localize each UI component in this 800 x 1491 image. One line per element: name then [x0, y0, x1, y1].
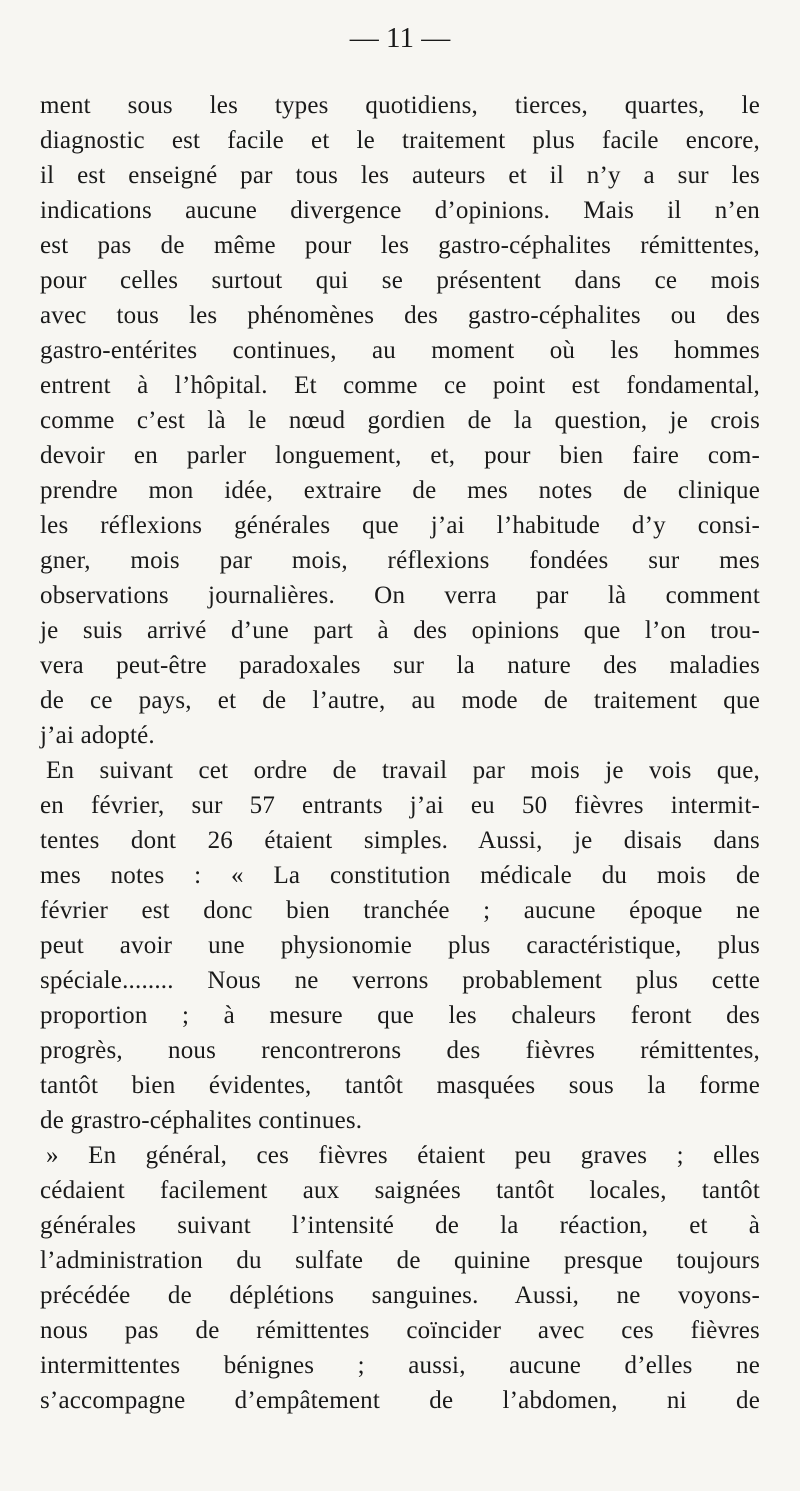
text-line: avec tous les phénomènes des gastro-céphalites ou des [40, 302, 760, 329]
text-line: s’accompagne d’empâtement de l’abdomen, ni de [40, 1387, 760, 1414]
text-line: tentes dont 26 étaient simples. Aussi, je disais dans [40, 827, 760, 854]
text-line: proportion ; à mesure que les chaleurs feront des [40, 1002, 760, 1029]
text-line: peut avoir une physionomie plus caractéristique, plus [40, 932, 760, 959]
text-line: intermittentes bénignes ; aussi, aucune d’elles ne [40, 1352, 760, 1379]
text-line: pour celles surtout qui se présentent dans ce mois [40, 267, 760, 294]
text-line: progrès, nous rencontrerons des fièvres rémittentes, [40, 1037, 760, 1064]
text-line: observations journalières. On verra par là comment [40, 582, 760, 609]
text-line: février est donc bien tranchée ; aucune époque ne [40, 897, 760, 924]
text-line: » En général, ces fièvres étaient peu graves ; elles [46, 1142, 760, 1169]
text-line: de grastro-céphalites continues. [40, 1107, 363, 1134]
text-line: de ce pays, et de l’autre, au mode de traitement que [40, 687, 760, 714]
text-line: l’administration du sulfate de quinine presque toujours [40, 1247, 760, 1274]
text-line: gner, mois par mois, réflexions fondées sur mes [40, 547, 760, 574]
page-number: — 11 — [349, 22, 451, 54]
text-line: générales suivant l’intensité de la réaction, et à [40, 1212, 760, 1239]
text-line: nous pas de rémittentes coïncider avec ces fièvres [40, 1317, 760, 1344]
text-line: En suivant cet ordre de travail par mois je vois que, [46, 757, 760, 784]
text-line: gastro-entérites continues, au moment où les hommes [40, 337, 760, 364]
text-line: en février, sur 57 entrants j’ai eu 50 fièvres intermit- [40, 792, 760, 819]
text-line: tantôt bien évidentes, tantôt masquées sous la forme [40, 1072, 760, 1099]
paragraph-1 [40, 88, 760, 753]
text-line: les réflexions générales que j’ai l’habitude d’y consi- [40, 512, 760, 539]
text-line: devoir en parler longuement, et, pour bien faire com- [40, 442, 760, 469]
text-line: prendre mon idée, extraire de mes notes de clinique [40, 477, 760, 504]
text-line: il est enseigné par tous les auteurs et il n’y a sur les [40, 162, 760, 189]
text-line: indications aucune divergence d’opinions. Mais il n’en [40, 197, 760, 224]
paragraph-2 [40, 753, 760, 1138]
text-line: vera peut-être paradoxales sur la nature des maladies [40, 652, 760, 679]
text-line: comme c’est là le nœud gordien de la question, je crois [40, 407, 760, 434]
text-line: précédée de déplétions sanguines. Aussi, ne voyons- [40, 1282, 760, 1309]
text-line: est pas de même pour les gastro-céphalites rémittentes, [40, 232, 760, 259]
text-line: je suis arrivé d’une part à des opinions que l’on trou- [40, 617, 760, 644]
text-line: spéciale........ Nous ne verrons probablement plus cette [40, 967, 760, 994]
text-line: entrent à l’hôpital. Et comme ce point est fondamental, [40, 372, 760, 399]
text-line: diagnostic est facile et le traitement plus facile encore, [40, 127, 760, 154]
text-line: mes notes : « La constitution médicale du mois de [40, 862, 760, 889]
text-line: cédaient facilement aux saignées tantôt locales, tantôt [40, 1177, 760, 1204]
text-line: ment sous les types quotidiens, tierces, quartes, le [40, 92, 760, 119]
text-body [40, 88, 760, 1418]
text-line: j’ai adopté. [40, 722, 155, 749]
paragraph-3 [40, 1138, 760, 1418]
